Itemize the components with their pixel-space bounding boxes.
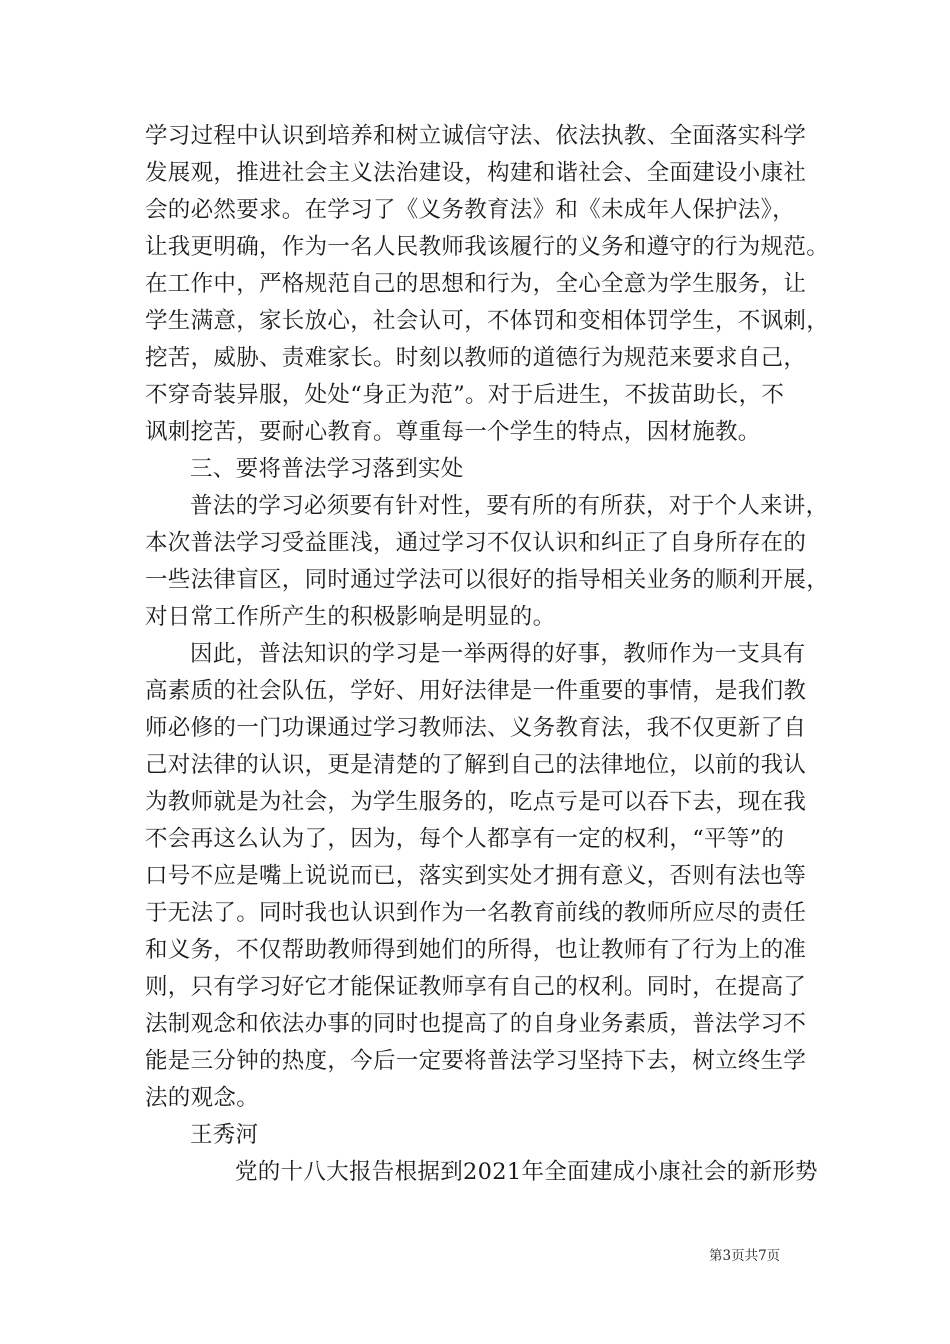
author-name: 王秀河	[190, 1122, 259, 1148]
body-text-line: 能是三分钟的热度，今后一定要将普法学习坚持下去，树立终生学	[145, 1048, 807, 1074]
body-text-line: 和义务，不仅帮助教师得到她们的所得，也让教师有了行为上的准	[145, 937, 807, 963]
page-number: 第3页共7页	[709, 1248, 781, 1264]
body-text-line: 在工作中，严格规范自己的思想和行为，全心全意为学生服务，让	[145, 271, 807, 297]
body-text-line: 挖苦，威胁、责难家长。时刻以教师的道德行为规范来要求自己，	[145, 345, 807, 371]
body-text-line: 己对法律的认识，更是清楚的了解到自己的法律地位，以前的我认	[145, 752, 807, 778]
body-text-line: 高素质的社会队伍，学好、用好法律是一件重要的事情，是我们教	[145, 678, 807, 704]
body-text-line: 因此，普法知识的学习是一举两得的好事，教师作为一支具有	[190, 641, 806, 667]
body-text-line: 不穿奇装异服，处处“身正为范”。对于后进生，不拔苗助长，不	[145, 382, 785, 408]
body-text-line: 本次普法学习受益匪浅，通过学习不仅认识和纠正了自身所存在的	[145, 530, 807, 556]
body-text-line: 让我更明确，作为一名人民教师我该履行的义务和遵守的行为规范。	[145, 234, 830, 260]
body-text-line: 讽刺挖苦，要耐心教育。尊重每一个学生的特点，因材施教。	[145, 419, 761, 445]
body-text-line: 发展观，推进社会主义法治建设，构建和谐社会、全面建设小康社	[145, 160, 807, 186]
body-text-line: 一些法律盲区，同时通过学法可以很好的指导相关业务的顺利开展，	[145, 567, 830, 593]
body-text-line: 则，只有学习好它才能保证教师享有自己的权利。同时，在提高了	[145, 974, 807, 1000]
body-text-line: 于无法了。同时我也认识到作为一名教育前线的教师所应尽的责任	[145, 900, 807, 926]
body-text-line: 学生满意，家长放心，社会认可，不体罚和变相体罚学生，不讽刺，	[145, 308, 830, 334]
body-text-line: 为教师就是为社会，为学生服务的，吃点亏是可以吞下去，现在我	[145, 789, 807, 815]
body-text-line: 师必修的一门功课通过学习教师法、义务教育法，我不仅更新了自	[145, 715, 807, 741]
body-text-line: 法制观念和依法办事的同时也提高了的自身业务素质，普法学习不	[145, 1011, 807, 1037]
body-text-line: 法的观念。	[145, 1085, 260, 1111]
body-text-line: 不会再这么认为了，因为，每个人都享有一定的权利，“平等”的	[145, 826, 785, 852]
body-text-line: 党的十八大报告根据到2021年全面建成小康社会的新形势	[235, 1159, 818, 1185]
section-heading: 三、要将普法学习落到实处	[190, 456, 464, 482]
body-text-line: 对日常工作所产生的积极影响是明显的。	[145, 604, 556, 630]
body-text-line: 口号不应是嘴上说说而已，落实到实处才拥有意义，否则有法也等	[145, 863, 807, 889]
body-text-line: 会的必然要求。在学习了《义务教育法》和《未成年人保护法》，	[145, 197, 795, 223]
body-text-line: 普法的学习必须要有针对性，要有所的有所获，对于个人来讲，	[190, 493, 829, 519]
body-text-line: 学习过程中认识到培养和树立诚信守法、依法执教、全面落实科学	[145, 123, 807, 149]
